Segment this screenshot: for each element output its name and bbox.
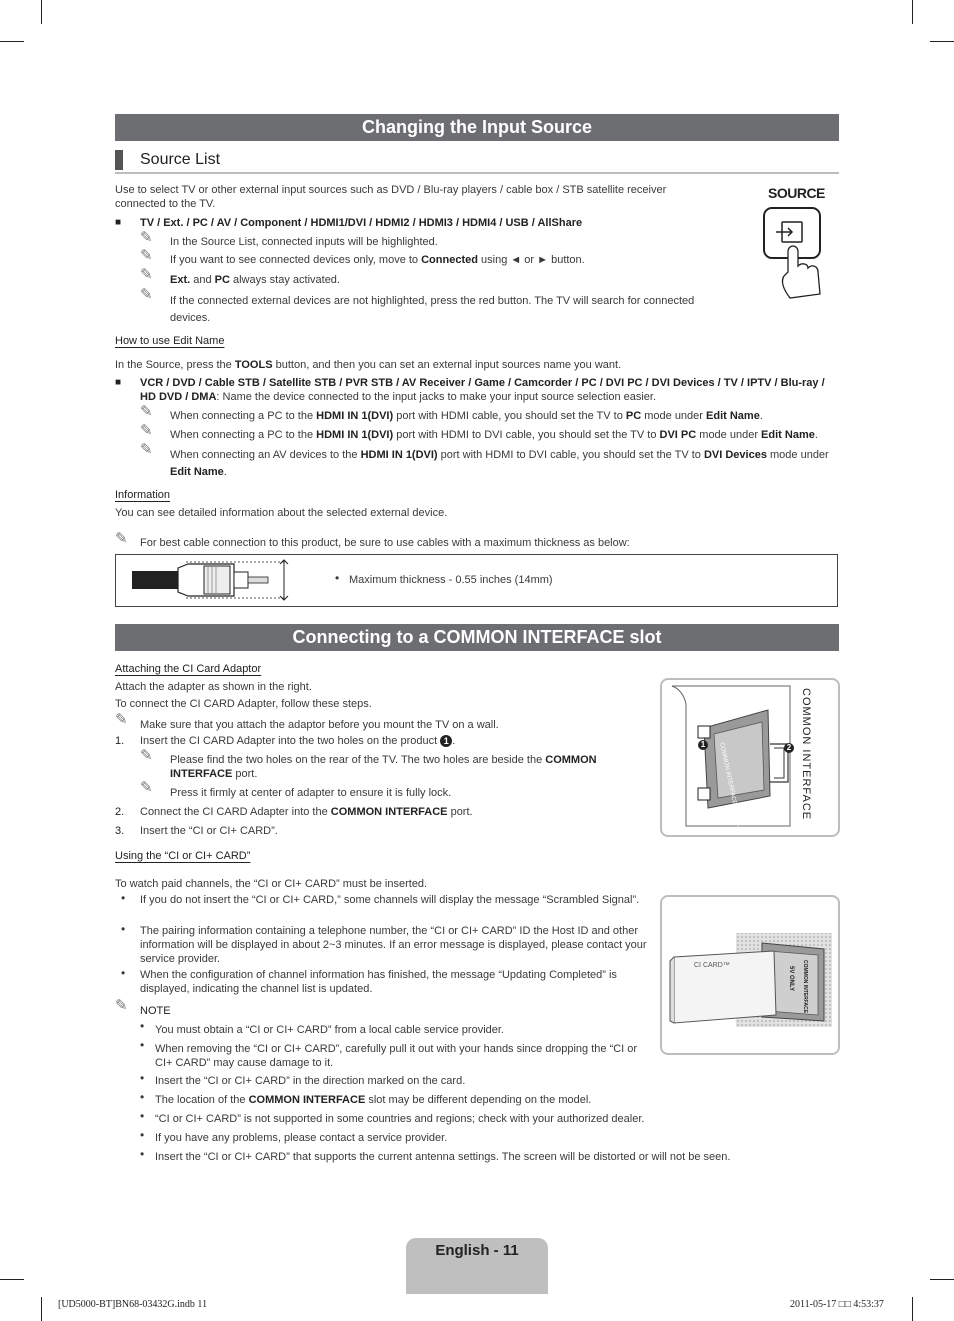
attach-text: To connect the CI CARD Adapter, follow these steps. xyxy=(115,698,372,710)
bullet-dot: • xyxy=(335,571,340,585)
note-icon: ✎ xyxy=(140,247,153,264)
note-item: If you have any problems, please contact a service provider. xyxy=(155,1132,448,1144)
note-icon: ✎ xyxy=(115,711,128,728)
using-ci-intro: To watch paid channels, the “CI or CI+ CARD” must be inserted. xyxy=(115,878,428,890)
marker-2-icon: 2 xyxy=(784,743,794,753)
step-text: Connect the CI CARD Adapter into the COMMON INTERFACE port. xyxy=(140,806,473,818)
device-list: VCR / DVD / Cable STB / Satellite STB / PVR STB / AV Receiver / Game / Camcorder / PC / DVI PC / DVI Devices / TV / IPTV / Blu-ray / HD DVD / DMA: Name the device connected to the input jacks to make your input source selection easier. xyxy=(140,377,825,403)
bullet-text: When the configuration of channel information has finished, the message “Updating Completed” is displayed, indicating the channel list is updated. xyxy=(140,969,617,995)
marker-1-icon: 1 xyxy=(698,740,708,750)
crop-mark xyxy=(0,41,24,42)
note-text: Make sure that you attach the adaptor before you mount the TV on a wall. xyxy=(140,719,499,731)
note-text: If you want to see connected devices only, move to Connected using ◄ or ► button. xyxy=(170,254,585,266)
square-bullet: ■ xyxy=(115,377,122,388)
step-text: Insert the CI CARD Adapter into the two holes on the product 1 . xyxy=(140,735,456,747)
ci-card-illustration xyxy=(664,899,834,1049)
crop-mark xyxy=(41,1297,42,1321)
note-icon: ✎ xyxy=(140,422,153,439)
cable-illustration xyxy=(130,558,292,602)
note-icon: ✎ xyxy=(140,441,153,458)
crop-mark xyxy=(0,1279,24,1280)
note-icon: ✎ xyxy=(140,266,153,283)
note-label: NOTE xyxy=(140,1005,171,1017)
note-text: When connecting an AV devices to the HDMI IN 1(DVI) port with HDMI to DVI cable, you should set the TV to DVI Devices mode under Edit Name. xyxy=(170,449,829,478)
note-icon: ✎ xyxy=(140,779,153,796)
bullet-dot: • xyxy=(140,1071,145,1085)
crop-mark xyxy=(912,0,913,24)
note-icon: ✎ xyxy=(140,286,153,303)
subsection-rule xyxy=(115,172,839,174)
section-title-input-source: Changing the Input Source xyxy=(115,114,839,141)
note-icon: ✎ xyxy=(140,403,153,420)
note-text: In the Source List, connected inputs will be highlighted. xyxy=(170,236,438,248)
bullet-text: If you do not insert the “CI or CI+ CARD,” some channels will display the message “Scrambled Signal”. xyxy=(140,894,640,906)
information-heading: Information xyxy=(115,489,171,501)
bullet-dot: • xyxy=(140,1090,145,1104)
note-icon: ✎ xyxy=(115,997,128,1014)
note-item: When removing the “CI or CI+ CARD”, carefully pull it out with your hands since dropping the “CI or CI+ CARD” may cause damage to it. xyxy=(155,1043,638,1069)
using-ci-heading: Using the “CI or CI+ CARD” xyxy=(115,850,251,862)
note-item: Insert the “CI or CI+ CARD” that supports the current antenna settings. The screen will be distorted or will not be seen. xyxy=(155,1151,731,1163)
edit-name-heading: How to use Edit Name xyxy=(115,335,225,347)
cable-note: For best cable connection to this product, be sure to use cables with a maximum thickness as below: xyxy=(140,537,630,549)
slot-label: 5V ONLY xyxy=(788,966,794,992)
note-text: When connecting a PC to the HDMI IN 1(DVI) port with HDMI cable, you should set the TV to PC mode under Edit Name. xyxy=(170,410,763,422)
sources-list: TV / Ext. / PC / AV / Component / HDMI1/DVI / HDMI2 / HDMI3 / HDMI4 / USB / AllShare xyxy=(140,217,583,229)
note-text: Ext. and PC always stay activated. xyxy=(170,274,340,286)
note-icon: ✎ xyxy=(115,530,128,547)
bullet-dot: • xyxy=(140,1128,145,1142)
source-button-icon xyxy=(760,204,830,299)
note-icon: ✎ xyxy=(140,229,153,246)
edit-name-intro: In the Source, press the TOOLS button, and then you can set an external input sources name you want. xyxy=(115,359,622,371)
source-button-label: SOURCE xyxy=(768,185,825,201)
bullet-dot: • xyxy=(121,922,126,936)
crop-mark xyxy=(930,41,954,42)
note-item: Insert the “CI or CI+ CARD” in the direction marked on the card. xyxy=(155,1075,466,1087)
step-number: 1. xyxy=(115,735,125,747)
note-text: Please find the two holes on the rear of the TV. The two holes are beside the COMMON INTERFACE port. xyxy=(170,754,597,780)
bullet-dot: • xyxy=(140,1019,145,1033)
bullet-dot: • xyxy=(121,966,126,980)
note-item: “CI or CI+ CARD” is not supported in some countries and regions; check with your authorized dealer. xyxy=(155,1113,645,1125)
section-title-common-interface: Connecting to a COMMON INTERFACE slot xyxy=(115,624,839,651)
bullet-dot: • xyxy=(140,1038,145,1052)
square-bullet: ■ xyxy=(115,217,122,228)
note-icon: ✎ xyxy=(140,747,153,764)
step-text: Insert the “CI or CI+ CARD”. xyxy=(140,825,278,837)
slot-label: COMMON INTERFACE xyxy=(802,960,808,1014)
note-text: Press it firmly at center of adapter to ensure it is fully lock. xyxy=(170,787,452,799)
cable-spec-text: Maximum thickness - 0.55 inches (14mm) xyxy=(349,574,553,586)
ci-card-label: CI CARD™ xyxy=(694,962,730,969)
bullet-dot: • xyxy=(140,1109,145,1123)
marker-1-icon: 1 xyxy=(440,735,452,747)
note-item: The location of the COMMON INTERFACE slot may be different depending on the model. xyxy=(155,1094,592,1106)
note-text: When connecting a PC to the HDMI IN 1(DVI) port with HDMI to DVI cable, you should set the TV to DVI PC mode under Edit Name. xyxy=(170,429,818,441)
note-text: If the connected external devices are not highlighted, press the red button. The TV will search for connected devices. xyxy=(170,295,695,324)
attach-heading: Attaching the CI Card Adaptor xyxy=(115,663,262,675)
crop-mark xyxy=(912,1297,913,1321)
footer-timestamp: 2011-05-17 □□ 4:53:37 xyxy=(790,1299,884,1310)
intro-text: Use to select TV or other external input sources such as DVD / Blu-ray players / cable box / STB satellite receiver connected to the TV. xyxy=(115,184,667,210)
step-number: 2. xyxy=(115,806,125,818)
bullet-text: The pairing information containing a telephone number, the “CI or CI+ CARD” ID the Host ID and other information will be displayed in about 2~3 minutes. If an error message is displayed, please contact your service provider. xyxy=(140,925,647,965)
note-item: You must obtain a “CI or CI+ CARD” from a local cable service provider. xyxy=(155,1024,504,1036)
attach-text: Attach the adapter as shown in the right. xyxy=(115,681,312,693)
page-number: English - 11 xyxy=(435,1242,519,1259)
information-text: You can see detailed information about the selected external device. xyxy=(115,507,448,519)
adapter-label: COMMON INTERFACE 5V ONLY xyxy=(718,742,743,832)
subsection-title: Source List xyxy=(140,151,221,168)
crop-mark xyxy=(930,1279,954,1280)
step-number: 3. xyxy=(115,825,125,837)
bullet-dot: • xyxy=(140,1147,145,1161)
subsection-marker xyxy=(115,150,123,170)
common-interface-port-label: COMMON INTERFACE xyxy=(800,688,812,821)
crop-mark xyxy=(41,0,42,24)
footer-file-info: [UD5000-BT]BN68-03432G.indb 11 xyxy=(58,1299,208,1310)
bullet-dot: • xyxy=(121,891,126,905)
